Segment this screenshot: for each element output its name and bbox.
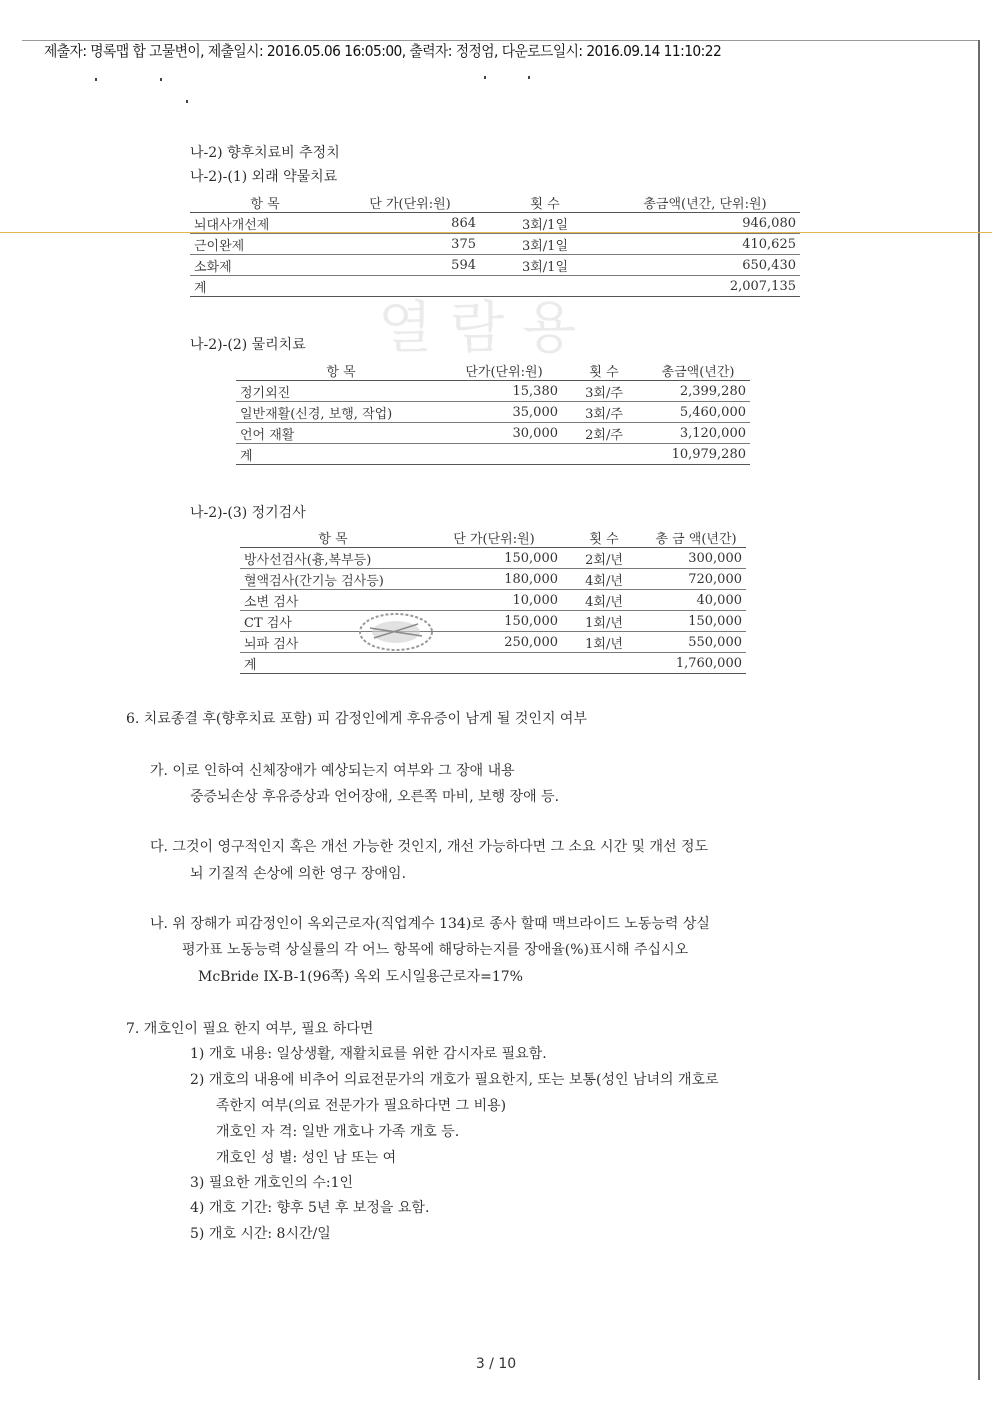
official-seal-smudge: [356, 610, 436, 654]
section-heading-outpatient-drugs: 나-2)-(1) 외래 약물치료: [190, 169, 338, 185]
answer-6-na: McBride IX-B-1(96쪽) 옥외 도시일용근로자=17%: [198, 969, 523, 985]
page-number: 3 / 10: [475, 1356, 517, 1372]
price-cell: 150,000: [426, 611, 562, 632]
outpatient-drug-table: [190, 193, 800, 297]
price-cell: 10,000: [426, 590, 562, 611]
total-cell: 40,000: [646, 590, 746, 611]
table-row: [190, 234, 800, 255]
grand-total-value: 2,007,135: [610, 276, 800, 297]
column-header: 항 목: [240, 528, 426, 548]
answer-6-da: 뇌 기질적 손상에 의한 영구 장애임.: [190, 866, 407, 882]
column-header: 항 목: [190, 193, 340, 213]
item-cell: 소변 검사: [240, 590, 426, 611]
caregiver-qualification: 개호인 자 격: 일반 개호나 가족 개호 등.: [216, 1124, 460, 1140]
price-cell: 180,000: [426, 569, 562, 590]
section-heading-regular-tests: 나-2)-(3) 정기검사: [190, 505, 306, 521]
column-header: 항 목: [236, 361, 446, 381]
item-cell: 뇌파 검사: [240, 632, 426, 653]
frequency-cell: 1회/년: [562, 611, 646, 632]
caregiver-item-5: 5) 개호 시간: 8시간/일: [190, 1226, 331, 1242]
question-6-da: 다. 그것이 영구적인지 혹은 개선 가능한 것인지, 개선 가능하다면 그 소요 시간 및 개선 정도: [150, 839, 709, 855]
column-header: 총금액(년간, 단위:원): [610, 193, 800, 213]
column-header: 단 가(단위:원): [340, 193, 480, 213]
total-label: 계: [236, 444, 446, 465]
submission-stamp-header: 제출자: 명록맵 합 고물변이, 제출일시: 2016.05.06 16:05:00, 출력자: 정정엄, 다운로드일시: 2016.09.14 11:10:22: [44, 42, 722, 60]
total-cell: 5,460,000: [646, 402, 750, 423]
column-header: 횟 수: [480, 193, 610, 213]
scan-speck: [528, 76, 530, 79]
frequency-cell: 2회/주: [562, 423, 646, 444]
question-6-ga: 가. 이로 인하여 신체장애가 예상되는지 여부와 그 장애 내용: [150, 763, 515, 779]
column-header: 단 가(단위:원): [426, 528, 562, 548]
caregiver-item-2: 2) 개호의 내용에 비추어 의료전문가의 개호가 필요한지, 또는 보통(성인 남녀의 개호로: [190, 1072, 719, 1088]
scan-speck: [160, 78, 162, 81]
caregiver-item-4: 4) 개호 기간: 향후 5년 후 보정을 요함.: [190, 1200, 430, 1216]
table-row: [240, 611, 746, 632]
table-row: [240, 569, 746, 590]
total-cell: 550,000: [646, 632, 746, 653]
column-header: 총 금 액(년간): [646, 528, 746, 548]
item-cell: 뇌대사개선제: [190, 213, 340, 234]
price-cell: 594: [340, 255, 480, 276]
scan-speck: [95, 78, 97, 81]
caregiver-item-2-cont: 족한지 여부(의료 전문가가 필요하다면 그 비용): [216, 1098, 507, 1114]
regular-test-table: [240, 528, 746, 674]
price-cell: 375: [340, 234, 480, 255]
frequency-cell: 3회/1일: [480, 255, 610, 276]
frequency-cell: 3회/1일: [480, 234, 610, 255]
table-row: [240, 548, 746, 569]
item-cell: 정기외진: [236, 381, 446, 402]
frequency-cell: 4회/년: [562, 590, 646, 611]
page-border-right: [978, 40, 980, 1380]
column-header: 횟 수: [562, 528, 646, 548]
column-header: 단가(단위:원): [446, 361, 562, 381]
section-heading-future-costs: 나-2) 향후치료비 추정치: [190, 145, 340, 161]
scan-speck: [186, 100, 188, 103]
price-cell: 864: [340, 213, 480, 234]
total-cell: 300,000: [646, 548, 746, 569]
total-cell: 650,430: [610, 255, 800, 276]
column-header: 총금액(년간): [646, 361, 750, 381]
item-cell: 혈액검사(간기능 검사등): [240, 569, 426, 590]
question-6-na-line1: 나. 위 장해가 피감정인이 옥외근로자(직업계수 134)로 종사 할때 맥브라이드 노동능력 상실: [150, 916, 710, 932]
table-row: [240, 590, 746, 611]
table-total-row: [240, 653, 746, 674]
column-header: 횟 수: [562, 361, 646, 381]
caregiver-gender: 개호인 성 별: 성인 남 또는 여: [216, 1150, 397, 1166]
caregiver-item-3: 3) 필요한 개호인의 수:1인: [190, 1175, 354, 1191]
caregiver-item-1: 1) 개호 내용: 일상생활, 재활치료를 위한 감시자로 필요함.: [190, 1046, 547, 1062]
item-cell: 언어 재활: [236, 423, 446, 444]
item-cell: 일반재활(신경, 보행, 작업): [236, 402, 446, 423]
price-cell: 35,000: [446, 402, 562, 423]
total-cell: 3,120,000: [646, 423, 750, 444]
price-cell: 15,380: [446, 381, 562, 402]
physical-therapy-table: [236, 361, 750, 465]
section-heading-physical-therapy: 나-2)-(2) 물리치료: [190, 337, 306, 353]
table-row: [236, 423, 750, 444]
item-cell: CT 검사: [240, 611, 426, 632]
table-row: [190, 255, 800, 276]
table-total-row: [236, 444, 750, 465]
question-6-title: 6. 치료종결 후(향후치료 포함) 피 감정인에게 후유증이 남게 될 것인지 여부: [126, 711, 587, 727]
frequency-cell: 2회/년: [562, 548, 646, 569]
total-label: 계: [240, 653, 426, 674]
grand-total-value: 10,979,280: [646, 444, 750, 465]
total-cell: 150,000: [646, 611, 746, 632]
table-row: [240, 632, 746, 653]
answer-6-ga: 중증뇌손상 후유증상과 언어장애, 오른쪽 마비, 보행 장애 등.: [190, 789, 560, 805]
price-cell: 250,000: [426, 632, 562, 653]
grand-total-value: 1,760,000: [646, 653, 746, 674]
question-7-title: 7. 개호인이 필요 한지 여부, 필요 하다면: [126, 1021, 374, 1037]
frequency-cell: 4회/년: [562, 569, 646, 590]
question-6-na-line2: 평가표 노동능력 상실률의 각 어느 항목에 해당하는지를 장애율(%)표시해 주십시오: [182, 942, 689, 958]
frequency-cell: 3회/1일: [480, 213, 610, 234]
item-cell: 근이완제: [190, 234, 340, 255]
total-cell: 720,000: [646, 569, 746, 590]
frequency-cell: 3회/주: [562, 402, 646, 423]
viewing-watermark: 열람용: [378, 296, 595, 361]
total-label: 계: [190, 276, 340, 297]
item-cell: 소화제: [190, 255, 340, 276]
price-cell: 150,000: [426, 548, 562, 569]
item-cell: 방사선검사(흉,복부등): [240, 548, 426, 569]
total-cell: 2,399,280: [646, 381, 750, 402]
scan-speck: [484, 76, 486, 79]
table-row: [190, 213, 800, 234]
frequency-cell: 1회/년: [562, 632, 646, 653]
total-cell: 946,080: [610, 213, 800, 234]
frequency-cell: 3회/주: [562, 381, 646, 402]
table-row: [236, 402, 750, 423]
price-cell: 30,000: [446, 423, 562, 444]
table-total-row: [190, 276, 800, 297]
total-cell: 410,625: [610, 234, 800, 255]
table-row: [236, 381, 750, 402]
